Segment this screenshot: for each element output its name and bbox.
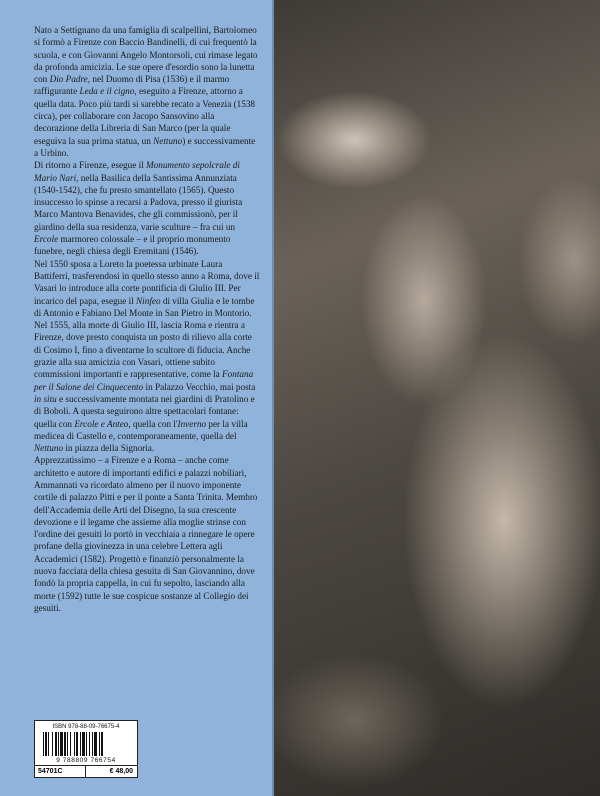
biography-text xyxy=(34,24,260,614)
sculpture-photo xyxy=(274,0,600,796)
barcode-icon xyxy=(41,732,131,756)
bio-paragraph-4: Nel 1555, alla morte di Giulio III, lascia Roma e rientra a Firenze, dove presto conquista un posto di rilievo alla corte di Cosimo I, fino a diventarne lo scultore di fiducia. Anche grazie alla sua amicizia con Vasari, ottiene subito commissioni importanti e rappresentative, come la Fontana per il Salone dei Cinquecento in Palazzo Vecchio, mai posta in situ e successivamente montata nei giardini di Pratolino e di Boboli. A questa seguirono altre spettacolari fontane: quella con Ercole e Anteo, quella con l'Inverno per la villa medicea di Castello e, contemporaneamente, quella del Nettuno in piazza della Signoria. xyxy=(34,320,256,454)
bio-paragraph-2: Di ritorno a Firenze, esegue il Monumento sepolcrale di Mario Nari, nella Basilica della Santissima Annunziata (1540-1542), che fu presto smantellato (1565). Questo insuccesso lo spinse a recarsi a Padova, presso il giurista Marco Mantova Benavides, che gli commissionò, per il giardino della sua residenza, varie sculture – fra cui un Ercole marmoreo colossale – e il proprio monumento funebre, negli chiesa degli Eremitani (1546). xyxy=(34,160,243,257)
price-row xyxy=(35,765,137,777)
bio-paragraph-1: Nato a Settignano da una famiglia di scalpellini, Bartolomeo si formò a Firenze con Baccio Bandinelli, di cui frequentò la scuola, e con Giovanni Angelo Montorsoli, cui rimase legato da profonda amicizia. Le sue opere d'esordio sono la lunetta con Dio Padre, nel Duomo di Pisa (1536) e il marmo raffigurante Leda e il cigno, eseguito a Firenze, attorno a quella data. Poco più tardi si sarebbe recato a Venezia (1538 circa), per collaborare con Jacopo Sansovino alla decorazione della Libreria di San Marco (per la quale eseguiva la sua prima statua, un Nettuno) e successivamente a Urbino. xyxy=(34,25,258,158)
bio-paragraph-5: Apprezzatissimo – a Firenze e a Roma – anche come architetto e autore di importanti edifici e palazzi nobiliari, Ammannati va ricordato almeno per il nuovo imponente cortile di palazzo Pitti e per il ponte a Santa Trinita. Membro dell'Accademia delle Arti del Disegno, la sua crescente devozione e il legame che assieme alla moglie strinse con l'ordine dei gesuiti lo portò in vecchiaia a rinnegare le opere profane della giovinezza in una celebre Lettera agli Accademici (1582). Progettò e finanziò personalmente la nuova facciata della chiesa gesuita di San Giovannino, dove fondò la propria cappella, in cui fu sepolto, lasciando alla morte (1592) tutte le sue cospicue sostanze al Collegio dei gesuiti. xyxy=(34,455,258,613)
product-code: 54701C xyxy=(35,766,86,777)
bio-paragraph-3: Nel 1550 sposa a Loreto la poetessa urbinate Laura Battiferri, trasferendosi in quello stesso anno a Roma, dove il Vasari lo introduce alla corte pontificia di Giulio III. Per incarico del papa, esegue il Ninfeo di villa Giulia e le tombe di Antonio e Fabiano Del Monte in San Pietro in Montorio. xyxy=(34,258,260,318)
price: € 48,00 xyxy=(86,766,137,777)
isbn-number: ISBN 978-88-09-76675-4 xyxy=(52,724,120,730)
text-panel xyxy=(0,0,274,796)
barcode-digits: 9 788809 766754 xyxy=(56,757,116,764)
barcode-label xyxy=(34,720,138,778)
